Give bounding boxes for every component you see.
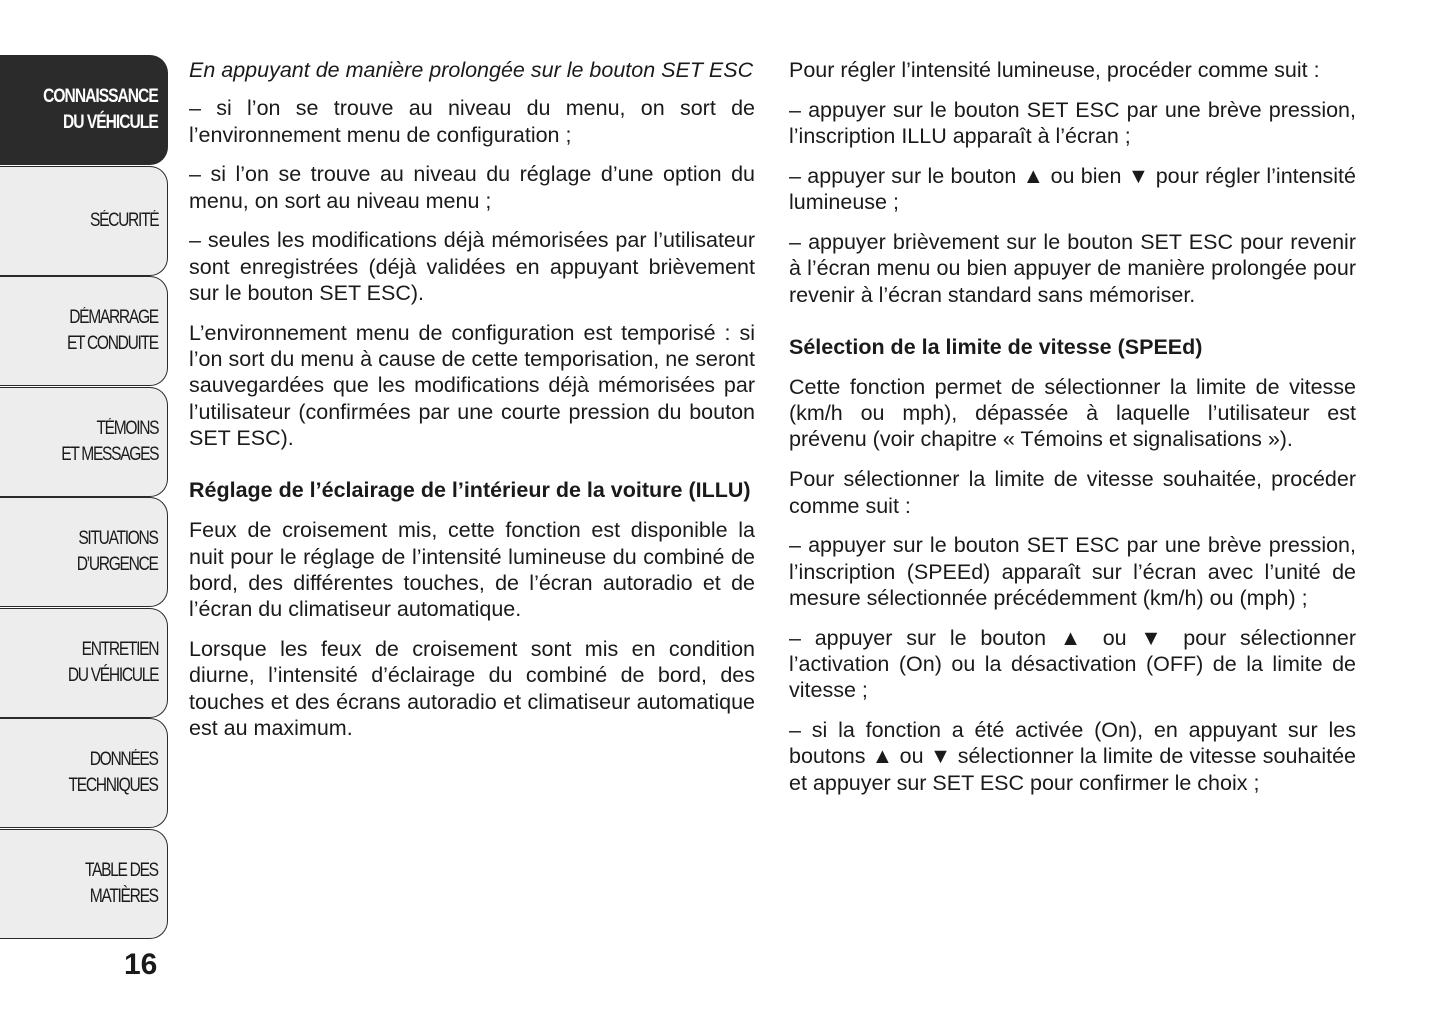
- paragraph: – appuyer sur le bouton ▲ ou bien ▼ pour régler l’intensité lumineuse ;: [789, 163, 1356, 215]
- section-heading-illu: Réglage de l’éclairage de l’intérieur de la voiture (ILLU): [189, 478, 751, 503]
- section-heading-speed: Sélection de la limite de vitesse (SPEEd): [789, 334, 1203, 359]
- tab-table-des-matieres[interactable]: [0, 829, 168, 939]
- right-column: [789, 57, 1356, 810]
- paragraph: – appuyer sur le bouton ▲ ou ▼ pour sélectionner l’activation (On) ou la désactivation (OFF) de la limite de vitesse ;: [789, 625, 1356, 703]
- paragraph: Lorsque les feux de croisement sont mis en condition diurne, l’intensité d’éclairage du combiné de bord, des touches et des écrans autoradio et climatiseur automatique est au maximum.: [189, 637, 755, 740]
- tab-label: ENTRETIEN DU VÉHICULE: [67, 638, 158, 686]
- paragraph: – appuyer sur le bouton SET ESC par une brève pression, l’inscription ILLU apparaît à l’écran ;: [789, 97, 1356, 149]
- tab-situations-d-urgence[interactable]: [0, 497, 168, 607]
- tab-label: TABLE DES MATIÈRES: [85, 859, 158, 907]
- paragraph: L’environnement menu de configuration est temporisé : si l’on sort du menu à cause de cette temporisation, ne seront sauvegardées que les modifications déjà mémorisées par l’utilisateur (confirmées par une courte pression du bouton SET ESC).: [189, 320, 755, 451]
- tab-temoins-et-messages[interactable]: [0, 387, 168, 497]
- tab-label: DÉMARRAGE ET CONDUITE: [67, 307, 158, 354]
- page-number: 16: [124, 948, 158, 981]
- paragraph: – si la fonction a été activée (On), en appuyant sur les boutons ▲ ou ▼ sélectionner la limite de vitesse souhaitée et appuyer sur SET ESC pour confirmer le choix ;: [789, 718, 1356, 795]
- paragraph: Pour sélectionner la limite de vitesse souhaitée, procéder comme suit :: [789, 467, 1356, 518]
- paragraph: Pour régler l’intensité lumineuse, procéder comme suit :: [789, 58, 1320, 82]
- paragraph: Feux de croisement mis, cette fonction est disponible la nuit pour le réglage de l’intensité lumineuse du combiné de bord, des différentes touches, de l’écran autoradio et de l’écran du climatiseur automatique.: [189, 518, 755, 622]
- tab-label: SÉCURITÉ: [89, 209, 158, 231]
- paragraph: – si l’on se trouve au niveau du menu, on sort de l’environnement menu de configuration ;: [189, 96, 755, 147]
- paragraph: – seules les modifications déjà mémorisées par l’utilisateur sont enregistrées (déjà validées en appuyant brièvement sur le bouton SET ESC).: [189, 228, 755, 306]
- left-column: [189, 57, 755, 755]
- tab-securite[interactable]: [0, 166, 168, 276]
- chapter-tabs: [0, 55, 168, 939]
- paragraph: – appuyer brièvement sur le bouton SET ESC pour revenir à l’écran menu ou bien appuyer de manière prolongée pour revenir à l’écran standard sans mémoriser.: [789, 229, 1356, 307]
- tab-label: DONNÉES TECHNIQUES: [68, 749, 158, 796]
- paragraph: Cette fonction permet de sélectionner la limite de vitesse (km/h ou mph), dépassée à laquelle l’utilisateur est prévenu (voir chapitre « Témoins et signalisations »).: [789, 374, 1356, 452]
- tab-label: TÉMOINS ET MESSAGES: [61, 417, 158, 465]
- tab-demarrage-et-conduite[interactable]: [0, 276, 168, 386]
- tab-entretien-du-vehicule[interactable]: [0, 608, 168, 718]
- paragraph: – appuyer sur le bouton SET ESC par une brève pression, l’inscription (SPEEd) apparaît sur l’écran avec l’unité de mesure sélectionnée précédemment (km/h) ou (mph) ;: [789, 533, 1356, 610]
- intro-paragraph: En appuyant de manière prolongée sur le bouton SET ESC: [189, 58, 754, 82]
- tab-label: SITUATIONS D’URGENCE: [77, 528, 158, 575]
- tab-connaissance-du-vehicule[interactable]: [0, 55, 168, 165]
- paragraph: – si l’on se trouve au niveau du réglage d’une option du menu, on sort au niveau menu ;: [189, 162, 755, 213]
- tab-label: CONNAISSANCE DU VÉHICULE: [43, 86, 158, 133]
- tab-donnees-techniques[interactable]: [0, 718, 168, 828]
